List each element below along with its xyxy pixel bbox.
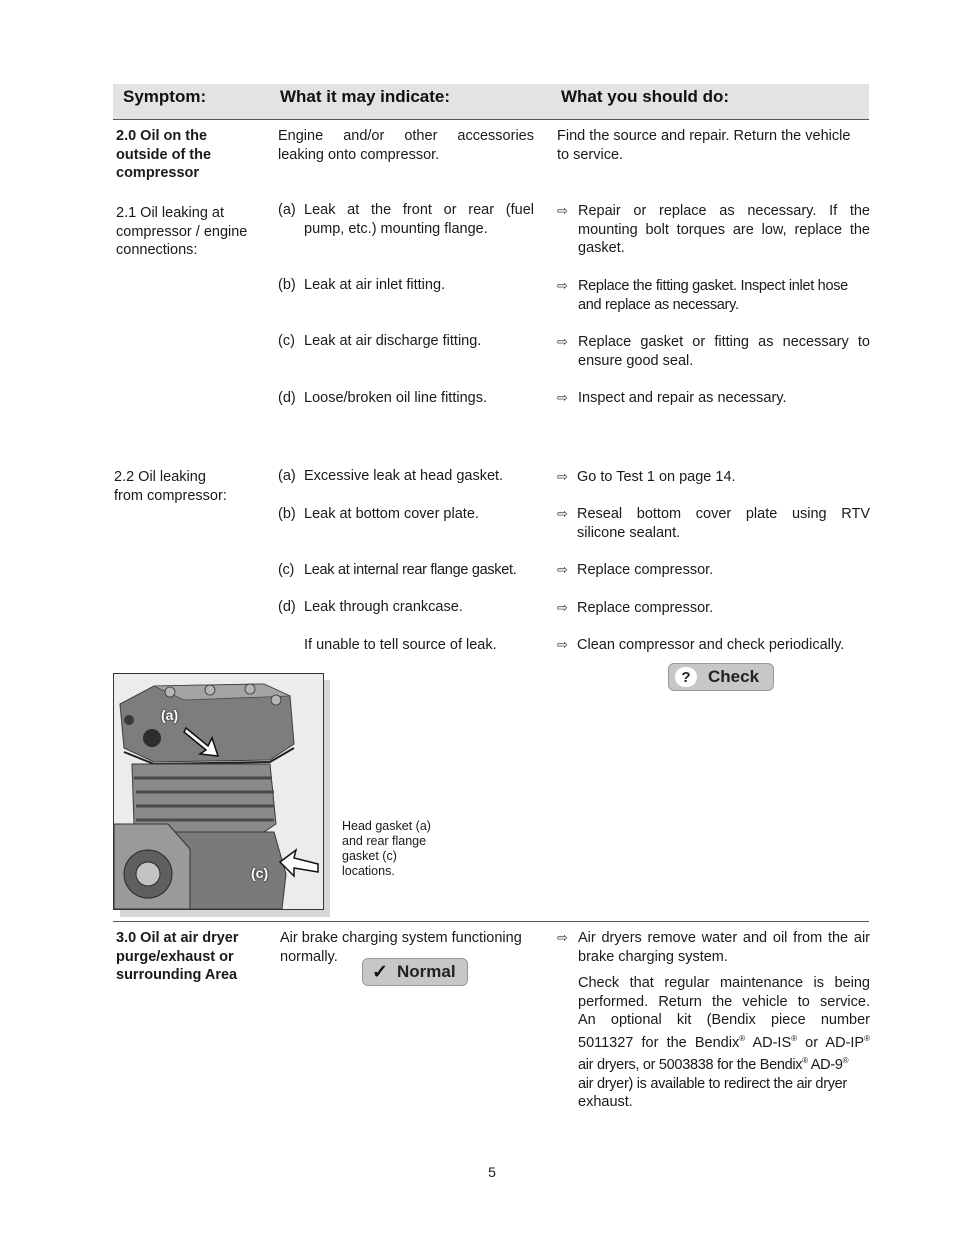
indicate-2-1-a: (a) Leak at the front or rear (fuel pump, etc.) mounting flange.: [278, 202, 534, 237]
action-2-1-a: ⇨ Repair or replace as necessary. If the mounting bolt torques are low, replace the gasket.: [557, 203, 870, 257]
header-todo: What you should do:: [561, 87, 730, 106]
action-2-2-a: ⇨ Go to Test 1 on page 14.: [557, 469, 736, 485]
indicate-3-0: Air brake charging system functioning normally.: [280, 930, 522, 965]
symptom-2-1: 2.1 Oil leaking at compressor / engine connections:: [116, 205, 248, 259]
action-2-2-b: ⇨ Reseal bottom cover plate using RTV silicone sealant.: [557, 506, 870, 541]
table-header: [113, 84, 869, 120]
arrow-icon: ⇨: [557, 278, 568, 293]
header-symptom: Symptom:: [123, 87, 207, 106]
compressor-photo: [113, 673, 324, 910]
figure-caption: Head gasket (a) and rear flange gasket (c) locations.: [342, 819, 431, 878]
section-divider: [113, 921, 869, 922]
action-2-2-c: ⇨ Replace compressor.: [557, 562, 714, 578]
symptom-2-2: 2.2 Oil leaking from compressor:: [114, 469, 227, 504]
indicate-2-0: Engine and/or other accessories leaking onto compressor.: [278, 128, 534, 163]
photo-label-c: (c): [251, 865, 269, 881]
normal-badge: ✓ Normal: [362, 958, 468, 986]
indicate-2-2-a: (a) Excessive leak at head gasket.: [278, 468, 504, 484]
symptom-3-0: 3.0 Oil at air dryer purge/exhaust or surrounding Area: [116, 930, 239, 984]
check-badge: ? Check: [668, 663, 774, 691]
photo-label-a: (a): [161, 707, 179, 723]
arrow-icon: ⇨: [557, 334, 568, 349]
indicate-2-1-c: (c) Leak at air discharge fitting.: [278, 333, 482, 349]
header-indicate: What it may indicate:: [280, 87, 451, 106]
action-2-0: Find the source and repair. Return the vehicle to service.: [557, 128, 851, 163]
action-2-2-d: ⇨ Replace compressor.: [557, 600, 714, 616]
indicate-2-2-c: (c) Leak at internal rear flange gasket.: [278, 562, 517, 578]
symptom-2-0: 2.0 Oil on the outside of the compressor: [116, 128, 212, 182]
checkmark-icon: ✓: [372, 961, 388, 983]
indicate-2-2-d: (d) Leak through crankcase.: [278, 599, 463, 615]
compressor-illustration: [114, 674, 323, 909]
arrow-icon: ⇨: [557, 506, 568, 521]
arrow-icon: ⇨: [557, 562, 568, 577]
page-number: 5: [488, 1164, 496, 1180]
action-2-2-e: ⇨ Clean compressor and check periodically.: [557, 637, 845, 653]
arrow-icon: ⇨: [557, 600, 568, 615]
action-3-0: ⇨ Air dryers remove water and oil from the air brake charging system. Check that regular maintenance is being performed. Return the vehicle to service. An optional kit (Bendix piece number 5011327 for the Bendix® AD-IS® or AD-IP® air dryers, or 5003838 for the Bendix® AD-9® air dryer) is available to redirect the air dryer exhaust.: [557, 930, 870, 1111]
indicate-2-1-d: (d) Loose/broken oil line fittings.: [278, 390, 487, 406]
arrow-icon: ⇨: [557, 203, 568, 218]
question-icon: ?: [675, 667, 697, 687]
arrow-icon: ⇨: [557, 469, 568, 484]
kit-line-5: air dryers, or 5003838 for the Bendix® AD-9®: [578, 1056, 849, 1074]
indicate-2-2-e: If unable to tell source of leak.: [304, 637, 497, 653]
arrow-icon: ⇨: [557, 930, 568, 945]
arrow-icon: ⇨: [557, 637, 568, 652]
indicate-2-1-b: (b) Leak at air inlet fitting.: [278, 277, 446, 293]
kit-line-4: 5011327 for the Bendix® AD-IS® or AD-IP®: [578, 1033, 870, 1051]
indicate-2-2-b: (b) Leak at bottom cover plate.: [278, 506, 479, 522]
action-2-1-d: ⇨ Inspect and repair as necessary.: [557, 390, 787, 406]
action-2-1-c: ⇨ Replace gasket or fitting as necessary to ensure good seal.: [557, 334, 870, 369]
action-2-1-b: ⇨ Replace the fitting gasket. Inspect inlet hose and replace as necessary.: [557, 278, 848, 313]
arrow-icon: ⇨: [557, 390, 568, 405]
